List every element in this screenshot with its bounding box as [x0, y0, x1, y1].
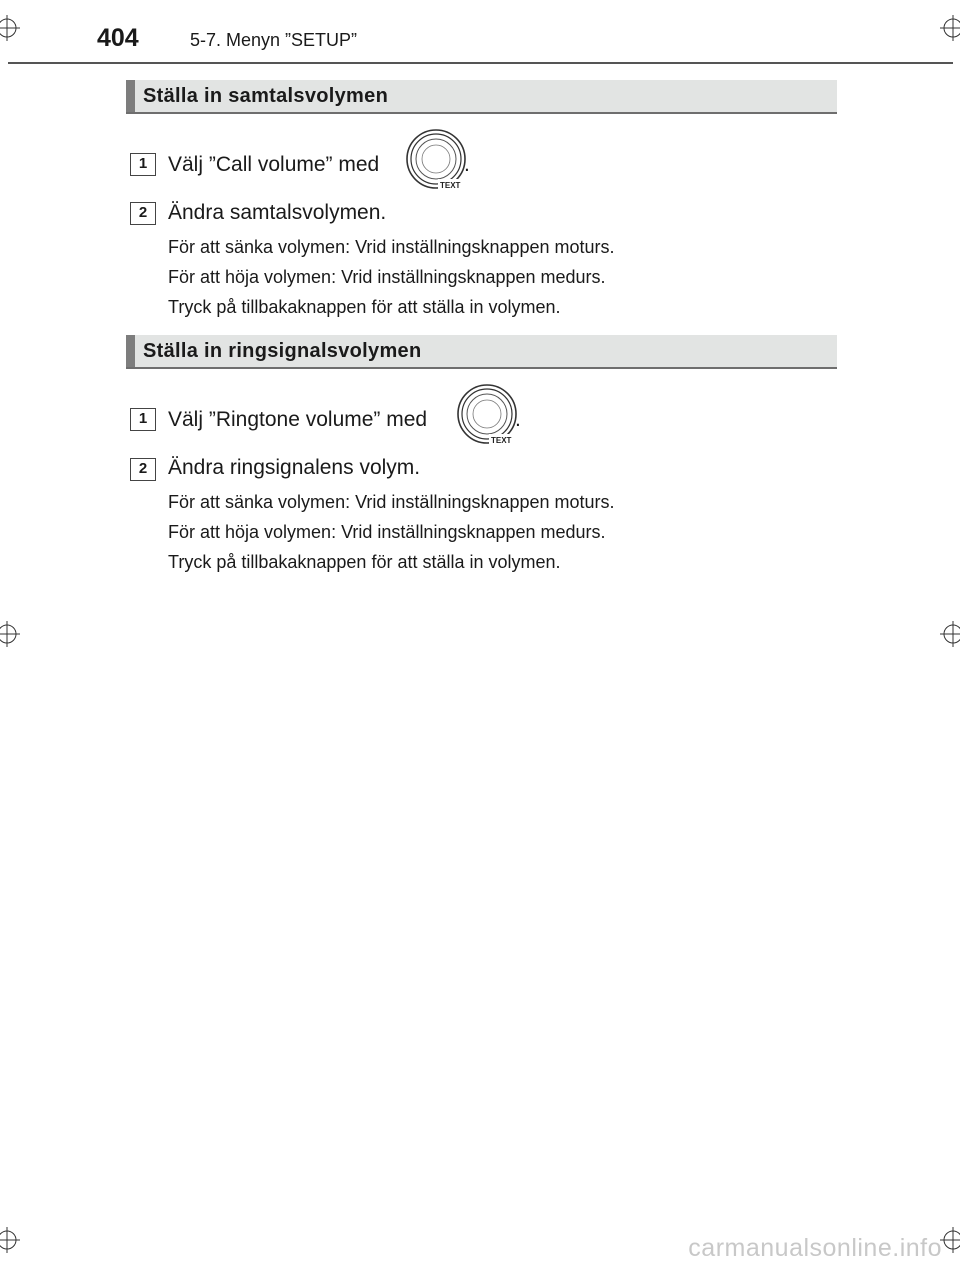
note-line: Tryck på tillbakaknappen för att ställa in volymen.	[168, 552, 561, 572]
step-text: Ändra ringsignalens volym.	[168, 456, 421, 479]
crosshair-registration-icon	[0, 15, 20, 41]
section-title: Ställa in ringsignalsvolymen	[143, 340, 422, 362]
section-title: Ställa in samtalsvolymen	[143, 85, 389, 107]
watermark: carmanualsonline.info	[688, 1234, 942, 1262]
tune-knob-icon	[404, 128, 470, 194]
crosshair-registration-icon	[0, 621, 20, 647]
page-number: 404	[97, 24, 139, 52]
step-number: 1	[130, 408, 156, 431]
tune-knob-icon	[455, 383, 521, 449]
header-divider	[8, 62, 953, 64]
note-line: För att höja volymen: Vrid inställningsknappen medurs.	[168, 522, 606, 542]
crosshair-registration-icon	[940, 621, 960, 647]
step-text: Välj ”Call volume” med	[168, 153, 380, 176]
section-heading-call-volume	[126, 80, 837, 114]
step-text: Ändra samtalsvolymen.	[168, 201, 387, 224]
step-number: 1	[130, 153, 156, 176]
crosshair-registration-icon	[940, 1227, 960, 1253]
note-line: För att höja volymen: Vrid inställningsknappen medurs.	[168, 267, 606, 287]
section-heading-accent	[126, 335, 135, 367]
step-number: 2	[130, 458, 156, 481]
knob-label: TEXT	[440, 181, 461, 190]
knob-label: TEXT	[491, 436, 512, 445]
step-suffix: .	[464, 153, 470, 176]
section-heading-accent	[126, 80, 135, 112]
crosshair-registration-icon	[0, 1227, 20, 1253]
step-text: Välj ”Ringtone volume” med	[168, 408, 428, 431]
note-line: För att sänka volymen: Vrid inställningsknappen moturs.	[168, 237, 615, 257]
step-suffix: .	[515, 408, 521, 431]
section-heading-ringtone-volume	[126, 335, 837, 369]
step-number: 2	[130, 202, 156, 225]
section-path: 5-7. Menyn ”SETUP”	[190, 30, 358, 50]
note-line: För att sänka volymen: Vrid inställningsknappen moturs.	[168, 492, 615, 512]
crosshair-registration-icon	[940, 15, 960, 41]
note-line: Tryck på tillbakaknappen för att ställa in volymen.	[168, 297, 561, 317]
